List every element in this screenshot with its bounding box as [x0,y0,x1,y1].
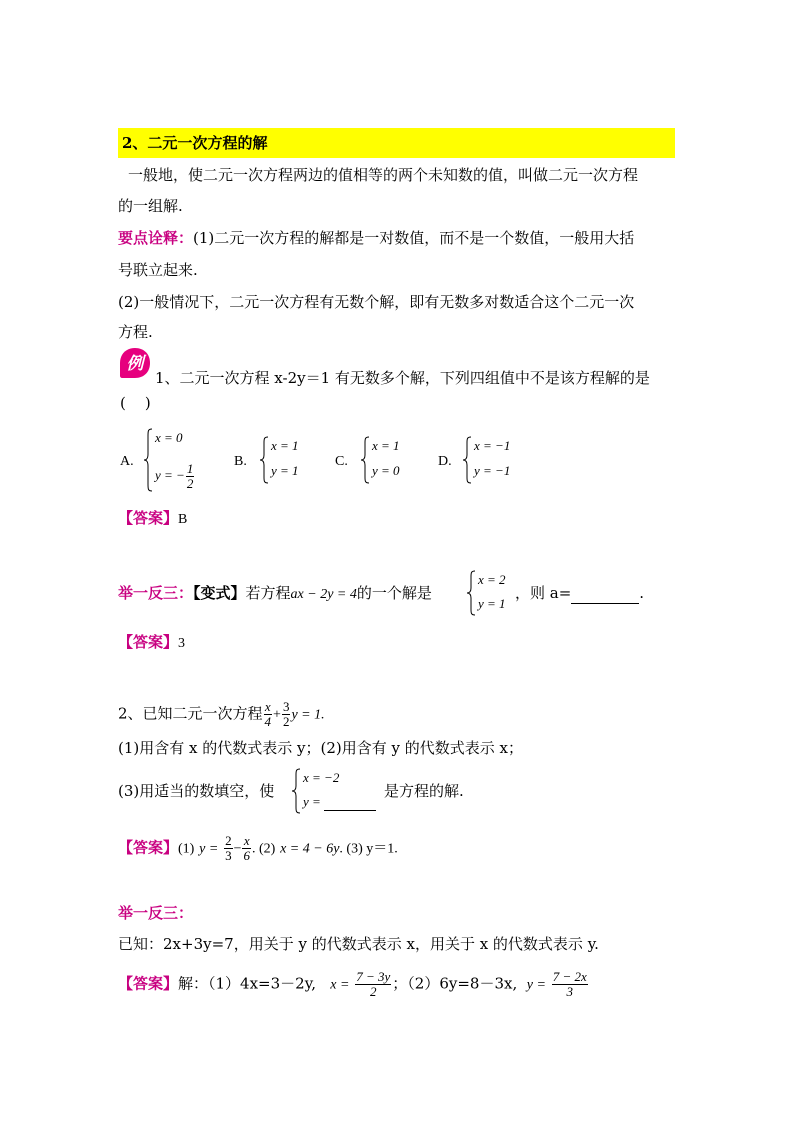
frac-den: 2 [186,476,194,491]
q2-ans-p3: . (3) y＝1. [339,841,398,857]
variant2-label [118,903,193,923]
variant2-ans-y: y = [526,977,546,993]
frac-den: 6 [243,848,250,863]
definition-line-2: 的一组解. [118,197,183,215]
q1-option-a-x: x = 0 [155,430,183,445]
variant1-answer [118,632,185,654]
variant1-sys-y: y = 1 [478,596,506,611]
answer-label: 【答案】 [118,509,179,527]
frac-den: 3 [225,848,232,863]
q1-option-d-y: y = −1 [474,463,511,478]
q2-fraction-1 [264,700,273,729]
variant2-fraction-1 [355,970,391,999]
q2-sys-y-row [303,794,376,811]
brace-icon [143,428,153,492]
q1-option-b-x: x = 1 [271,438,299,453]
variant2-label-text: 举一反三： [118,904,194,922]
variant2-answer [118,970,589,999]
q2-ans-sep: . (2) [251,841,276,857]
variant1-sys-x: x = 2 [478,572,506,587]
variant1-equation: ax − 2y = 4 [290,587,357,602]
key-points-p1-line1: (1)二元一次方程的解都是一对数值，而不是一个数值，一般用大括 [193,229,635,247]
frac-num: x [264,699,271,714]
q1-option-c-y: y = 0 [372,463,400,478]
variant1-label: 举一反三： [118,584,194,602]
q2-stem-pre: 2、已知二元一次方程 [118,704,263,723]
answer-label: 【答案】 [118,838,179,857]
q2-plus: + [273,707,281,723]
variant2-fraction-2 [552,970,588,999]
q1-option-a-y: y = − [155,467,185,483]
brace-icon [462,436,472,484]
q1-option-a-label: A. [120,454,134,469]
variant2-ans-mid: ；（2）6y=8－3x, [392,974,518,993]
q2-blank[interactable] [324,794,376,811]
q1-option-b-system [259,436,319,484]
variant1-row [118,583,432,605]
answer-value: B [178,512,188,527]
key-points-label: 要点诠释： [118,229,194,247]
q1-stem-line-1: 1、二元一次方程 x-2y＝1 有无数多个解，下列四组值中不是该方程解的是 [155,369,650,387]
q1-option-d-x: x = −1 [474,438,511,453]
definition-line-1: 一般地，使二元一次方程两边的值相等的两个未知数的值，叫做二元一次方程 [128,166,639,184]
q2-ans-fraction-1 [224,834,233,863]
q2-sys-x: x = −2 [303,770,340,785]
example-badge-icon [119,347,151,379]
frac-num: 1 [186,461,194,476]
q2-part1: (1)用含有 x 的代数式表示 y；(2)用含有 y 的代数式表示 x； [118,739,523,757]
q1-option-b-y: y = 1 [271,463,299,478]
section-title: 2、二元一次方程的解 [122,134,268,152]
q1-option-c-system [360,436,420,484]
variant1-text-mid: 的一个解是 [356,584,432,602]
brace-icon [360,436,370,484]
frac-num: 7 − 2x [552,969,587,984]
key-points-line-1 [118,228,634,248]
frac-num: x [243,833,250,848]
answer-label: 【答案】 [118,974,179,993]
variant1-text-post: ，则 a= [515,584,572,602]
answer-value: 3 [178,636,186,651]
variant1-tail [515,583,644,604]
variant1-text-pre: 若方程 [245,584,291,602]
q2-fraction-2 [282,700,291,729]
frac-den: 3 [566,984,573,999]
q2-ans-p1: (1) [178,841,195,857]
brace-icon [291,768,301,814]
brace-icon [466,570,476,616]
q1-option-d-label: D. [438,454,452,469]
variant1-blank[interactable] [571,583,639,604]
svg-text:例: 例 [126,354,144,374]
variant2-ans-x: x = [330,977,350,993]
frac-den: 2 [282,714,290,729]
q2-sys-y: y = [303,794,321,809]
q2-ans-y: y = [199,841,219,857]
q1-stem-line-2: ( ) [120,394,151,412]
frac-num: 7 − 3y [356,969,391,984]
q2-part3-post: 是方程的解. [384,782,464,800]
variant1-tag: 【变式】 [193,584,246,602]
brace-icon [259,436,269,484]
key-points-p2-line2: 方程. [118,323,153,341]
q1-option-c-x: x = 1 [372,438,400,453]
q2-stem-post: y = 1. [291,707,325,723]
key-points-p2-line1: (2)一般情况下，二元一次方程有无数个解，即有无数多对数适合这个二元一次 [118,293,635,311]
q2-part3-pre: (3)用适当的数填空，使 [118,782,275,800]
variant2-text: 已知：2x+3y=7，用关于 y 的代数式表示 x，用关于 x 的代数式表示 y. [118,935,599,953]
q2-system [291,768,386,814]
q1-option-a-fraction [186,462,195,491]
q2-stem [118,700,325,729]
variant1-system [466,570,516,616]
key-points-p1-line2: 号联立起来. [118,261,198,279]
frac-den: 4 [264,714,272,729]
variant2-ans-pre: 解：（1）4x=3－2y, [178,974,316,993]
q2-ans-x: x = 4 − 6y [280,841,340,857]
answer-label: 【答案】 [118,633,179,651]
frac-num: 2 [225,833,232,848]
q2-answer [118,834,398,863]
q2-ans-fraction-2 [242,834,251,863]
q1-option-c-label: C. [335,454,348,469]
variant1-period: . [639,584,645,602]
frac-den: 2 [370,984,377,999]
q1-option-b-label: B. [234,454,247,469]
q1-option-a-y-row [155,462,195,491]
q2-ans-minus: − [233,841,242,857]
frac-num: 3 [282,699,290,714]
q1-option-a-system [143,428,213,492]
q1-answer [118,508,187,530]
q1-option-d-system [462,436,532,484]
